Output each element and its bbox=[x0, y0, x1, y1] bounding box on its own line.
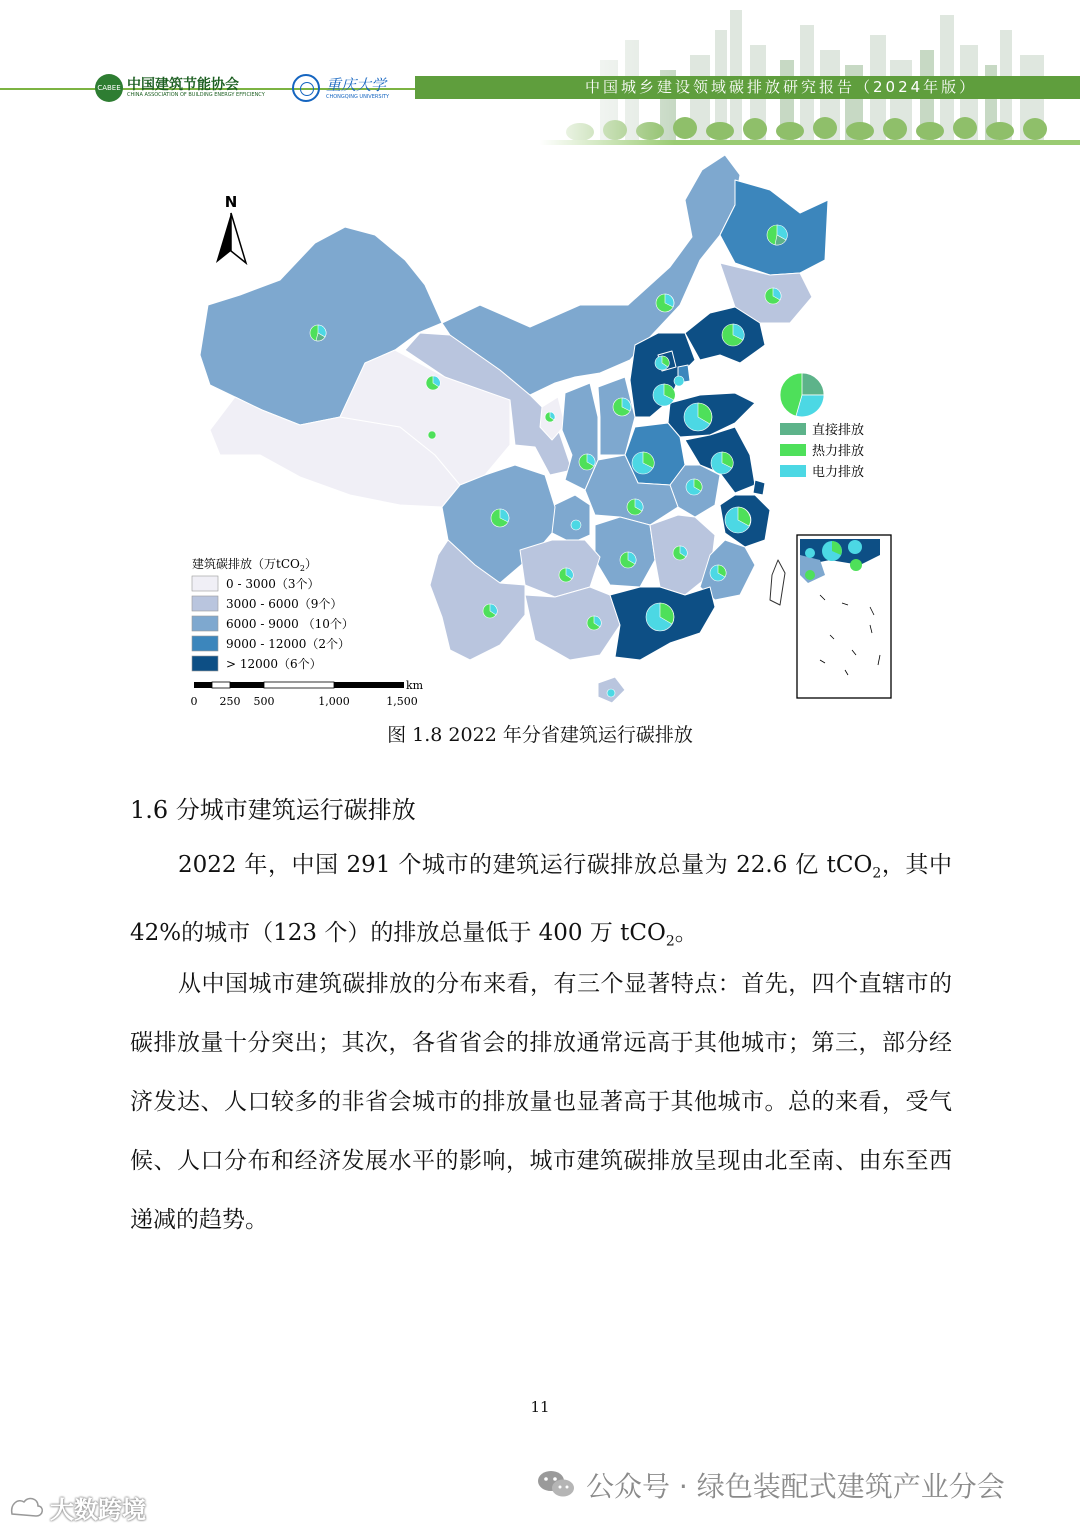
subscript-2: 2 bbox=[665, 933, 675, 950]
paragraph-1-text-b: ，其中 42%的城市（123 个）的排放总量低于 400 万 tCO bbox=[130, 852, 952, 946]
pie-marker bbox=[310, 325, 326, 341]
pie-marker bbox=[765, 288, 781, 304]
province-shanghai bbox=[753, 480, 765, 495]
wechat-icon bbox=[536, 1469, 576, 1499]
brand-logo-icon bbox=[8, 1494, 46, 1520]
university-seal-icon bbox=[292, 74, 320, 102]
pie-legend-label: 热力排放 bbox=[812, 444, 865, 459]
legend-swatch-2 bbox=[192, 616, 218, 631]
province-guangxi bbox=[525, 587, 620, 660]
pie-legend-label: 电力排放 bbox=[812, 465, 865, 480]
pie-marker bbox=[656, 294, 674, 312]
pie-marker bbox=[632, 452, 654, 474]
pie-marker bbox=[428, 431, 436, 439]
pie-marker bbox=[613, 398, 631, 416]
pie-marker bbox=[653, 384, 675, 406]
pie-legend-swatch-heat bbox=[780, 444, 806, 456]
province-inner-mongolia bbox=[442, 155, 740, 395]
pie-legend-swatch-electric bbox=[780, 465, 806, 477]
scale-tick: 0 bbox=[190, 695, 198, 708]
cabee-logo-name: 中国建筑节能协会 bbox=[127, 77, 239, 93]
pie-legend-label: 直接排放 bbox=[812, 423, 865, 438]
emission-legend bbox=[192, 556, 354, 671]
figure-caption: 图 1.8 2022 年分省建筑运行碳排放 bbox=[387, 724, 693, 746]
university-logo-subtitle: CHONGQING UNIVERSITY bbox=[326, 94, 390, 100]
legend-title: 建筑碳排放（万tCO$_2$） bbox=[192, 557, 317, 573]
legend-swatch-1 bbox=[192, 596, 218, 611]
pie-marker bbox=[587, 616, 601, 630]
legend-label: 0 - 3000（3个） bbox=[226, 577, 320, 591]
cabee-logo bbox=[95, 72, 265, 104]
pie-marker bbox=[627, 499, 643, 515]
chongqing-university-logo bbox=[292, 72, 402, 104]
province-chongqing bbox=[550, 495, 590, 543]
pie-marker bbox=[545, 412, 555, 422]
province-carbon-map bbox=[180, 155, 900, 715]
page-number: 11 bbox=[530, 1398, 550, 1416]
pie-marker bbox=[620, 552, 636, 568]
page-header bbox=[0, 0, 1080, 150]
province-taiwan bbox=[770, 560, 785, 605]
pie-marker bbox=[684, 403, 712, 431]
pie-marker bbox=[646, 603, 674, 631]
legend-swatch-4 bbox=[192, 656, 218, 671]
scale-unit: km bbox=[406, 679, 424, 692]
paragraph-1 bbox=[130, 836, 952, 971]
pie-marker bbox=[491, 509, 509, 527]
pie-marker bbox=[722, 324, 744, 346]
pie-legend bbox=[780, 373, 864, 480]
paragraph-1-text-a: 2022 年，中国 291 个城市的建筑运行碳排放总量为 22.6 亿 tCO bbox=[178, 852, 873, 878]
legend-label: > 12000（6个） bbox=[226, 657, 322, 671]
pie-marker bbox=[559, 568, 573, 582]
legend-label: 3000 - 6000（9个） bbox=[226, 597, 343, 611]
scale-tick: 250 bbox=[219, 695, 241, 708]
pie-legend-sample bbox=[780, 373, 824, 417]
south-china-sea-inset bbox=[797, 535, 891, 698]
scale-tick: 1,000 bbox=[318, 695, 350, 708]
legend-swatch-0 bbox=[192, 576, 218, 591]
scale-tick: 500 bbox=[253, 695, 275, 708]
pie-marker bbox=[579, 454, 595, 470]
pie-marker bbox=[607, 689, 615, 697]
legend-swatch-3 bbox=[192, 636, 218, 651]
skyline-decoration bbox=[540, 0, 1080, 145]
pie-marker bbox=[711, 452, 733, 474]
corner-watermark-text: 大数跨境 bbox=[50, 1496, 146, 1524]
pie-marker bbox=[686, 479, 702, 495]
report-title: 中国城乡建设领域碳排放研究报告（2024年版） bbox=[585, 78, 978, 96]
pie-marker bbox=[655, 356, 669, 370]
paragraph-2: 从中国城市建筑碳排放的分布来看，有三个显著特点：首先，四个直辖市的碳排放量十分突出；其次，各省省会的排放通常远高于其他城市；第三，部分经济发达、人口较多的非省会城市的排放量也显著高于其他城市。总的来看，受气候、人口分布和经济发展水平的影响，城市建筑碳排放呈现由北至南、由东至西递减的趋势。 bbox=[130, 971, 952, 1233]
subscript-2: 2 bbox=[872, 865, 882, 882]
north-label: N bbox=[224, 193, 238, 211]
cabee-logo-mark: CABEE bbox=[95, 74, 123, 102]
scale-bar bbox=[191, 679, 424, 708]
university-logo-name: 重庆大学 bbox=[326, 76, 387, 94]
legend-label: 9000 - 12000（2个） bbox=[226, 637, 351, 651]
paragraph-1-text-c: 。 bbox=[674, 919, 698, 946]
north-arrow-icon bbox=[200, 183, 252, 268]
pie-legend-swatch-direct bbox=[780, 423, 806, 435]
pie-marker bbox=[710, 565, 726, 581]
pie-marker bbox=[571, 520, 581, 530]
province-hunan bbox=[595, 517, 655, 587]
pie-marker bbox=[674, 376, 684, 386]
wechat-account-name: 公众号 · 绿色装配式建筑产业分会 bbox=[586, 1470, 1005, 1503]
cabee-logo-subtitle: CHINA ASSOCIATION OF BUILDING ENERGY EFFICIENCY bbox=[127, 92, 265, 98]
pie-marker bbox=[673, 546, 687, 560]
pie-marker bbox=[483, 604, 497, 618]
section-heading: 1.6 分城市建筑运行碳排放 bbox=[130, 796, 416, 824]
legend-label: 6000 - 9000 （10个） bbox=[226, 617, 354, 631]
pie-marker bbox=[426, 376, 440, 390]
pie-marker bbox=[767, 225, 787, 245]
pie-marker bbox=[725, 507, 751, 533]
scale-tick: 1,500 bbox=[386, 695, 418, 708]
